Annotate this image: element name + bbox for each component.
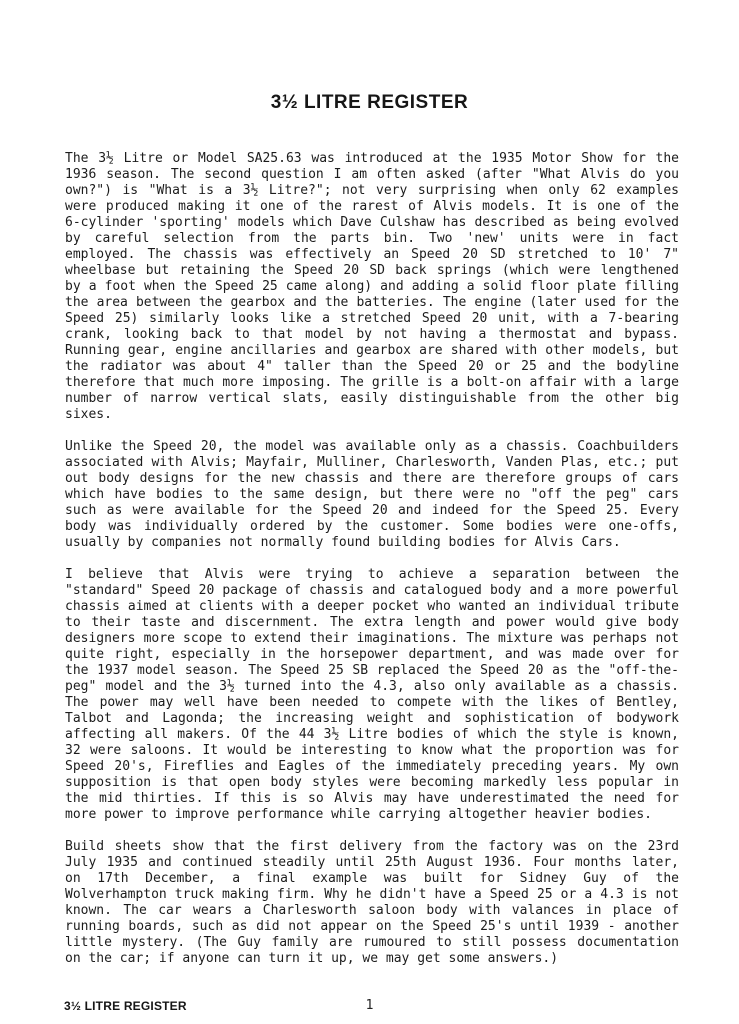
text-line: the area between the gearbox and the batteries. The engine (later used for the [65, 295, 679, 310]
text-line: by careful selection from the parts bin. Two 'new' units were in fact [65, 231, 679, 246]
text-line: designers more scope to extend their imaginations. The mixture was perhaps not [65, 631, 679, 646]
text-line: such as were available for the Speed 20 and indeed for the Speed 25. Every [65, 503, 679, 518]
text-line: Speed 25) similarly looks like a stretched Speed 20 unit, with a 7-bearing [65, 311, 679, 326]
text-line: sixes. [65, 407, 112, 422]
text-line: chassis aimed at clients with a deeper pocket who wanted an individual tribute [65, 599, 679, 614]
text-line: out body designs for the new chassis and there are therefore groups of cars [65, 471, 679, 486]
text-line: 6-cylinder 'sporting' models which Dave Culshaw has described as being evolved [65, 215, 679, 230]
text-line: were produced making it one of the rarest of Alvis models. It is one of the [65, 199, 679, 214]
text-line: crank, looking back to that model by not having a thermostat and bypass. [65, 327, 679, 342]
text-line: I believe that Alvis were trying to achieve a separation between the [65, 567, 679, 582]
paragraph [65, 567, 679, 823]
text-line: running boards, such as did not appear on the Speed 25's until 1939 - another [65, 919, 679, 934]
text-line: the 1937 model season. The Speed 25 SB replaced the Speed 20 as the "off-the- [65, 663, 679, 678]
text-line: affecting all makers. Of the 44 3½ Litre bodies of which the style is known, [65, 727, 679, 742]
text-line: 1936 season. The second question I am often asked (after "What Alvis do you [65, 167, 679, 182]
text-line: on 17th December, a final example was built for Sidney Guy of the [65, 871, 679, 886]
text-line: supposition is that open body styles were becoming markedly less popular in [65, 775, 679, 790]
text-line: own?") is "What is a 3½ Litre?"; not very surprising when only 62 examples [65, 183, 679, 198]
text-line: July 1935 and continued steadily until 25th August 1936. Four months later, [65, 855, 679, 870]
text-line: known. The car wears a Charlesworth saloon body with valances in place of [65, 903, 679, 918]
text-line: the radiator was about 4" taller than the Speed 20 or 25 and the bodyline [65, 359, 679, 374]
text-line: Wolverhampton truck making firm. Why he didn't have a Speed 25 or a 4.3 is not [65, 887, 679, 902]
text-line: associated with Alvis; Mayfair, Mulliner, Charlesworth, Vanden Plas, etc.; put [65, 455, 679, 470]
footer-register-label: 3½ LITRE REGISTER [64, 999, 187, 1013]
text-line: Build sheets show that the first delivery from the factory was on the 23rd [65, 839, 679, 854]
page-title: 3½ LITRE REGISTER [270, 92, 469, 113]
text-line: usually by companies not normally found building bodies for Alvis Cars. [65, 535, 621, 550]
text-line: Unlike the Speed 20, the model was available only as a chassis. Coachbuilders [65, 439, 679, 454]
text-line: by a foot when the Speed 25 came along) and adding a solid floor plate filling [65, 279, 679, 294]
text-line: The 3½ Litre or Model SA25.63 was introduced at the 1935 Motor Show for the [65, 151, 679, 166]
text-line: little mystery. (The Guy family are rumoured to still possess documentation [65, 935, 679, 950]
text-line: therefore that much more imposing. The grille is a bolt-on affair with a large [65, 375, 679, 390]
text-line: on the car; if anyone can turn it up, we may get some answers.) [65, 951, 559, 966]
text-line: 32 were saloons. It would be interesting to know what the proportion was for [65, 743, 679, 758]
text-line: quite right, especially in the horsepower department, and was made over for [65, 647, 679, 662]
text-line: body was individually ordered by the customer. Some bodies were one-offs, [65, 519, 679, 534]
document-body [65, 151, 679, 983]
text-line: which have bodies to the same design, but there were no "off the peg" cars [65, 487, 679, 502]
text-line: peg" model and the 3½ turned into the 4.3, also only available as a chassis. [65, 679, 679, 694]
text-line: Speed 20's, Fireflies and Eagles of the immediately preceding years. My own [65, 759, 679, 774]
text-line: The power may well have been needed to compete with the likes of Bentley, [65, 695, 679, 710]
text-line: number of narrow vertical slats, easily distinguishable from the other big [65, 391, 679, 406]
paragraph [65, 151, 679, 423]
paragraph [65, 439, 679, 551]
text-line: Running gear, engine ancillaries and gearbox are shared with other models, but [65, 343, 679, 358]
text-line: wheelbase but retaining the Speed 20 SD back springs (which were lengthened [65, 263, 679, 278]
text-line: Talbot and Lagonda; the increasing weight and sophistication of bodywork [65, 711, 679, 726]
text-line: more power to improve performance while carrying altogether heavier bodies. [65, 807, 652, 822]
paragraph [65, 839, 679, 967]
text-line: the mid thirties. If this is so Alvis may have underestimated the need for [65, 791, 679, 806]
text-line: employed. The chassis was effectively an Speed 20 SD stretched to 10' 7" [65, 247, 679, 262]
page-number: 1 [365, 998, 374, 1013]
text-line: "standard" Speed 20 package of chassis and catalogued body and a more powerful [65, 583, 679, 598]
text-line: to their taste and discernment. The extra length and power would give body [65, 615, 679, 630]
